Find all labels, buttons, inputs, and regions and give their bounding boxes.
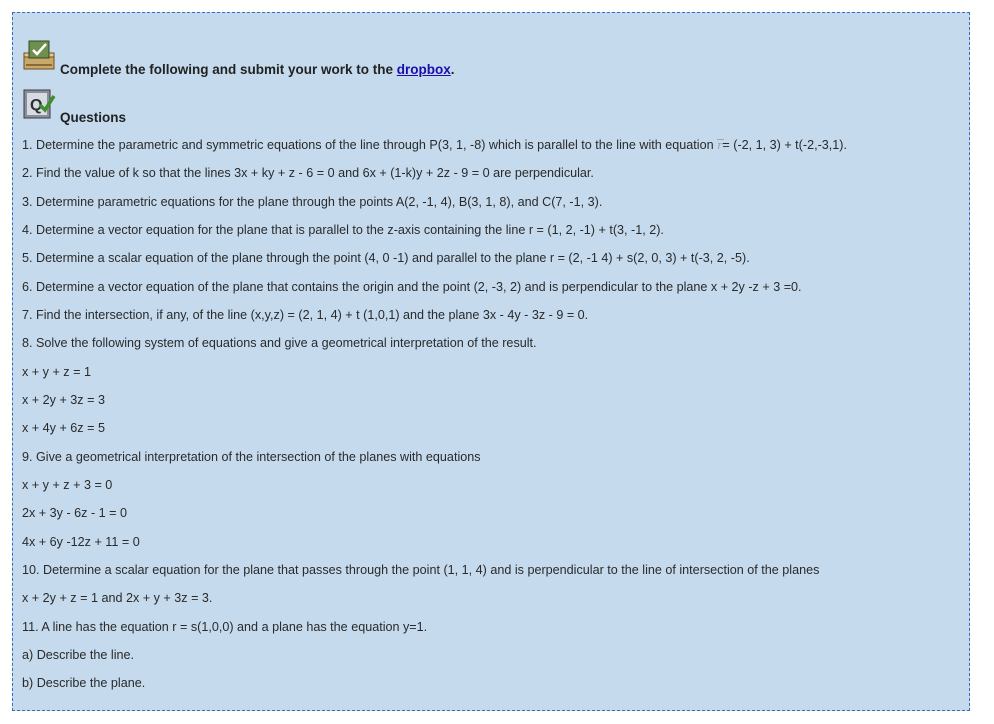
instruction-header [22,39,455,77]
questions-title: Questions [60,110,127,125]
questions-header [22,87,127,125]
instruction-text [60,62,455,77]
question-line: 6. Determine a vector equation of the plane that contains the origin and the point (2, -3, 2) and is perpendicular to the plane x + 2y -z + 3 =0. [22,280,802,294]
question-line: 2. Find the value of k so that the lines 3x + ky + z - 6 = 0 and 6x + (1-k)y + 2z - 9 = 0 are perpendicular. [22,166,594,180]
question-1 [22,137,847,154]
instruction-suffix: . [450,62,455,77]
equation-line: 2x + 3y - 6z - 1 = 0 [22,506,127,520]
question-line: 7. Find the intersection, if any, of the line (x,y,z) = (2, 1, 4) + t (1,0,1) and the plane 3x - 4y - 3z - 9 = 0. [22,308,589,322]
instruction-prefix: Complete the following and submit your work to the [60,62,394,77]
question-line: 9. Give a geometrical interpretation of the intersection of the planes with equations [22,450,481,464]
equation-line: x + 4y + 6z = 5 [22,421,105,435]
vector-r-symbol: r [717,139,723,152]
svg-text:Q: Q [30,97,43,114]
content-box [12,12,970,711]
question-line: 4. Determine a vector equation for the plane that is parallel to the z-axis containing the line r = (1, 2, -1) + t(3, -1, 2). [22,223,664,237]
sub-question-line: a) Describe the line. [22,648,134,662]
sub-question-line: b) Describe the plane. [22,676,146,690]
question-1-equation: = (-2, 1, 3) + t(-2,-3,1). [722,138,847,152]
equation-line: x + y + z = 1 [22,365,91,379]
question-line: 5. Determine a scalar equation of the plane through the point (4, 0 -1) and parallel to the plane r = (2, -1 4) + s(2, 0, 3) + t(-3, 2, -5). [22,251,750,265]
question-line: 10. Determine a scalar equation for the plane that passes through the point (1, 1, 4) and is perpendicular to the line of intersection of the planes [22,563,820,577]
equation-line: x + 2y + 3z = 3 [22,393,105,407]
question-1-text: 1. Determine the parametric and symmetric equations of the line through P(3, 1, -8) which is parallel to the line with equation [22,138,714,152]
equation-line: x + 2y + z = 1 and 2x + y + 3z = 3. [22,591,213,605]
question-line: 11. A line has the equation r = s(1,0,0) and a plane has the equation y=1. [22,620,428,634]
questions-icon [22,87,56,121]
question-line: 3. Determine parametric equations for the plane through the points A(2, -1, 4), B(3, 1, 8), and C(7, -1, 3). [22,195,603,209]
equation-line: 4x + 6y -12z + 11 = 0 [22,535,140,549]
question-line: 8. Solve the following system of equations and give a geometrical interpretation of the result. [22,336,537,350]
equation-line: x + y + z + 3 = 0 [22,478,113,492]
dropbox-link[interactable]: dropbox [396,62,451,77]
assignment-icon [22,39,56,73]
